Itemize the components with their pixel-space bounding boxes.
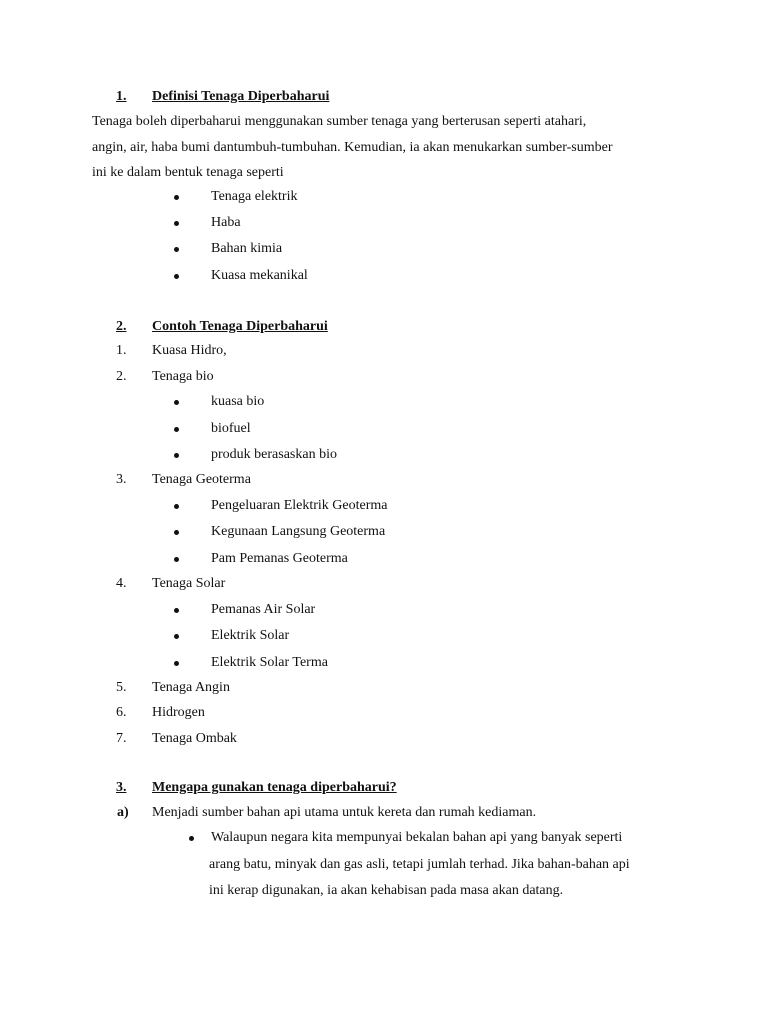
sub-item: Elektrik Solar xyxy=(211,628,290,643)
sub-item: biofuel xyxy=(211,421,251,436)
bullet-icon xyxy=(174,608,179,613)
bullet-icon xyxy=(174,400,179,405)
item-number: 1. xyxy=(116,343,127,358)
bullet-icon xyxy=(174,274,179,279)
paragraph-line: arang batu, minyak dan gas asli, tetapi jumlah terhad. Jika bahan-bahan api xyxy=(209,857,630,872)
bullet-icon xyxy=(174,557,179,562)
bullet-icon xyxy=(174,453,179,458)
item-number: 6. xyxy=(116,705,127,720)
bullet-icon xyxy=(174,247,179,252)
bullet-icon xyxy=(189,836,194,841)
item-number: 4. xyxy=(116,576,127,591)
list-item: Kuasa Hidro, xyxy=(152,343,227,358)
sub-text: Menjadi sumber bahan api utama untuk kereta dan rumah kediaman. xyxy=(152,805,537,820)
bullet-icon xyxy=(174,504,179,509)
paragraph-line: ini kerap digunakan, ia akan kehabisan pada masa akan datang. xyxy=(209,883,564,898)
sub-item: Pam Pemanas Geoterma xyxy=(211,551,348,566)
list-item: Bahan kimia xyxy=(211,241,283,256)
sub-item: Pemanas Air Solar xyxy=(211,602,316,617)
bullet-icon xyxy=(174,530,179,535)
section-1-para-line-3: ini ke dalam bentuk tenaga seperti xyxy=(92,165,284,180)
item-number: 5. xyxy=(116,680,127,695)
list-item: Tenaga elektrik xyxy=(211,189,298,204)
item-number: 7. xyxy=(116,731,127,746)
list-item: Haba xyxy=(211,215,241,230)
item-number: 3. xyxy=(116,472,127,487)
section-2-number: 2. xyxy=(116,319,127,334)
sub-item: Kegunaan Langsung Geoterma xyxy=(211,524,386,539)
section-3-number: 3. xyxy=(116,780,127,795)
list-item: Kuasa mekanikal xyxy=(211,268,308,283)
item-number: 2. xyxy=(116,369,127,384)
sub-item: Elektrik Solar Terma xyxy=(211,655,328,670)
list-item: Tenaga bio xyxy=(152,369,214,384)
section-1-para-line-2: angin, air, haba bumi dantumbuh-tumbuhan. Kemudian, ia akan menukarkan sumber-sumber xyxy=(92,140,613,155)
bullet-icon xyxy=(174,634,179,639)
bullet-icon xyxy=(174,221,179,226)
section-1-title: Definisi Tenaga Diperbaharui xyxy=(152,89,330,104)
paragraph-line: Walaupun negara kita mempunyai bekalan bahan api yang banyak seperti xyxy=(211,830,623,845)
sub-item: Pengeluaran Elektrik Geoterma xyxy=(211,498,388,513)
bullet-icon xyxy=(174,427,179,432)
section-1-para-line-1: Tenaga boleh diperbaharui menggunakan sumber tenaga yang berterusan seperti atahari, xyxy=(92,114,587,129)
bullet-icon xyxy=(174,195,179,200)
bullet-icon xyxy=(174,661,179,666)
section-2-title: Contoh Tenaga Diperbaharui xyxy=(152,319,328,334)
list-item: Hidrogen xyxy=(152,705,205,720)
sub-label: a) xyxy=(117,805,129,820)
list-item: Tenaga Ombak xyxy=(152,731,237,746)
section-3-title: Mengapa gunakan tenaga diperbaharui? xyxy=(152,780,397,795)
list-item: Tenaga Angin xyxy=(152,680,230,695)
list-item: Tenaga Geoterma xyxy=(152,472,251,487)
sub-item: produk berasaskan bio xyxy=(211,447,337,462)
list-item: Tenaga Solar xyxy=(152,576,226,591)
section-1-number: 1. xyxy=(116,89,127,104)
sub-item: kuasa bio xyxy=(211,394,265,409)
